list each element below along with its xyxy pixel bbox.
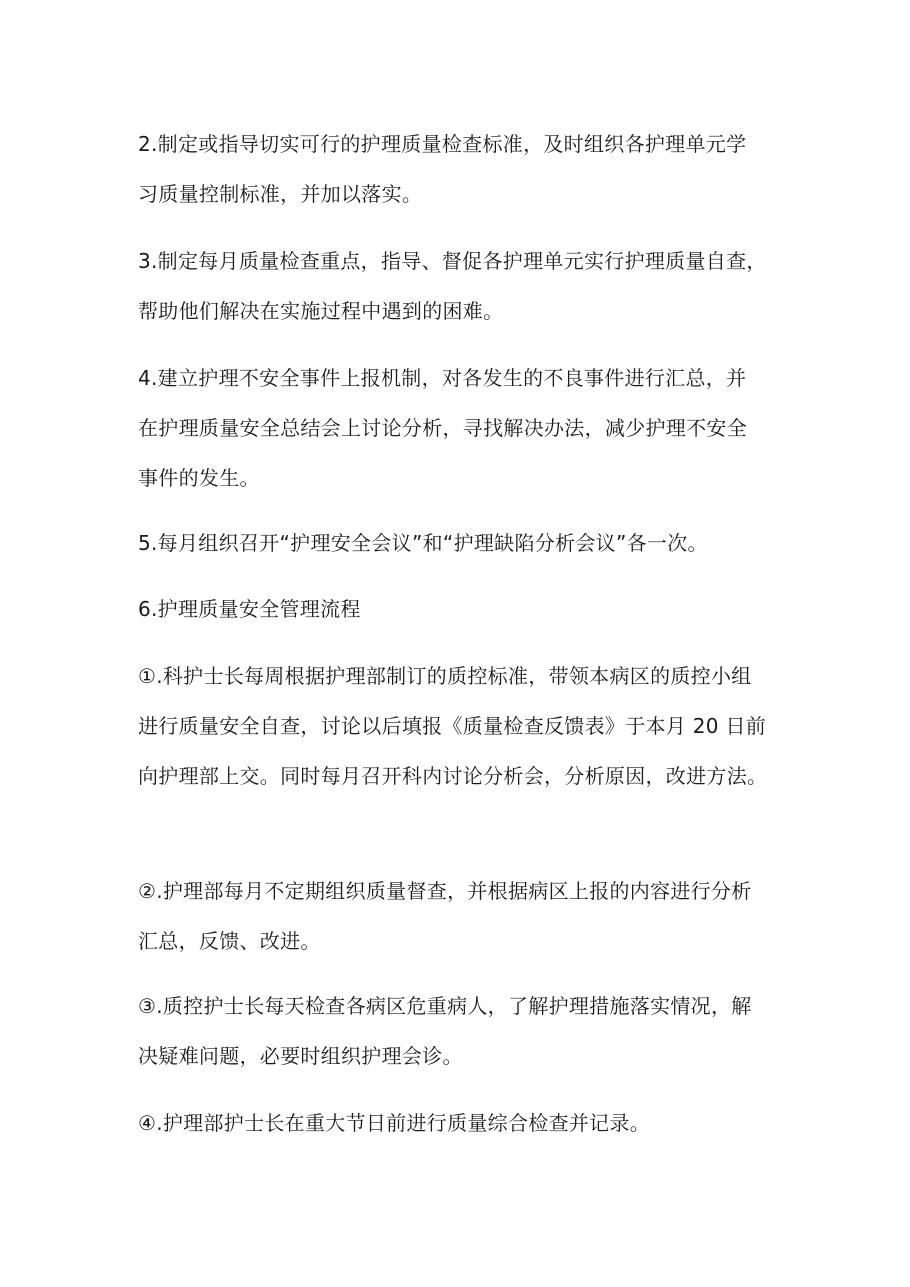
text-line: 在护理质量安全总结会上讨论分析，寻找解决办法，减少护理不安全 bbox=[138, 416, 747, 440]
text-line: ④.护理部护士长在重大节日前进行质量综合检查并记录。 bbox=[138, 1111, 651, 1135]
text-line: 2.制定或指导切实可行的护理质量检查标准，及时组织各护理单元学 bbox=[138, 132, 747, 156]
text-line: ②.护理部每月不定期组织质量督查，并根据病区上报的内容进行分析 bbox=[138, 879, 752, 903]
paragraph-item-2 bbox=[138, 119, 778, 219]
sub-item-1 bbox=[138, 651, 778, 801]
sub-item-3 bbox=[138, 981, 778, 1081]
sub-item-2 bbox=[138, 866, 778, 966]
text-line: 事件的发生。 bbox=[138, 466, 260, 490]
text-line: 汇总，反馈、改进。 bbox=[138, 929, 321, 953]
paragraph-item-5 bbox=[138, 518, 778, 568]
paragraph-item-3 bbox=[138, 236, 778, 336]
text-line: ③.质控护士长每天检查各病区危重病人，了解护理措施落实情况，解 bbox=[138, 994, 752, 1018]
text-line: 4.建立护理不安全事件上报机制，对各发生的不良事件进行汇总，并 bbox=[138, 366, 747, 390]
text-line: 决疑难问题，必要时组织护理会诊。 bbox=[138, 1044, 463, 1068]
text-line: 进行质量安全自查，讨论以后填报《质量检查反馈表》于本月 20 日前 bbox=[138, 714, 767, 738]
text-line: 向护理部上交。同时每月召开科内讨论分析会，分析原因，改进方法。 bbox=[138, 764, 768, 788]
text-line: 6.护理质量安全管理流程 bbox=[138, 597, 361, 621]
text-line: 3.制定每月质量检查重点，指导、督促各护理单元实行护理质量自查， bbox=[138, 249, 767, 273]
section-heading-6 bbox=[138, 584, 778, 634]
text-line: 5.每月组织召开“护理安全会议”和“护理缺陷分析会议”各一次。 bbox=[138, 531, 708, 555]
paragraph-item-4 bbox=[138, 353, 778, 503]
text-line: 帮助他们解决在实施过程中遇到的困难。 bbox=[138, 299, 504, 323]
text-line: ①.科护士长每周根据护理部制订的质控标准，带领本病区的质控小组 bbox=[138, 664, 752, 688]
sub-item-4 bbox=[138, 1098, 778, 1148]
text-line: 习质量控制标准，并加以落实。 bbox=[138, 182, 423, 206]
